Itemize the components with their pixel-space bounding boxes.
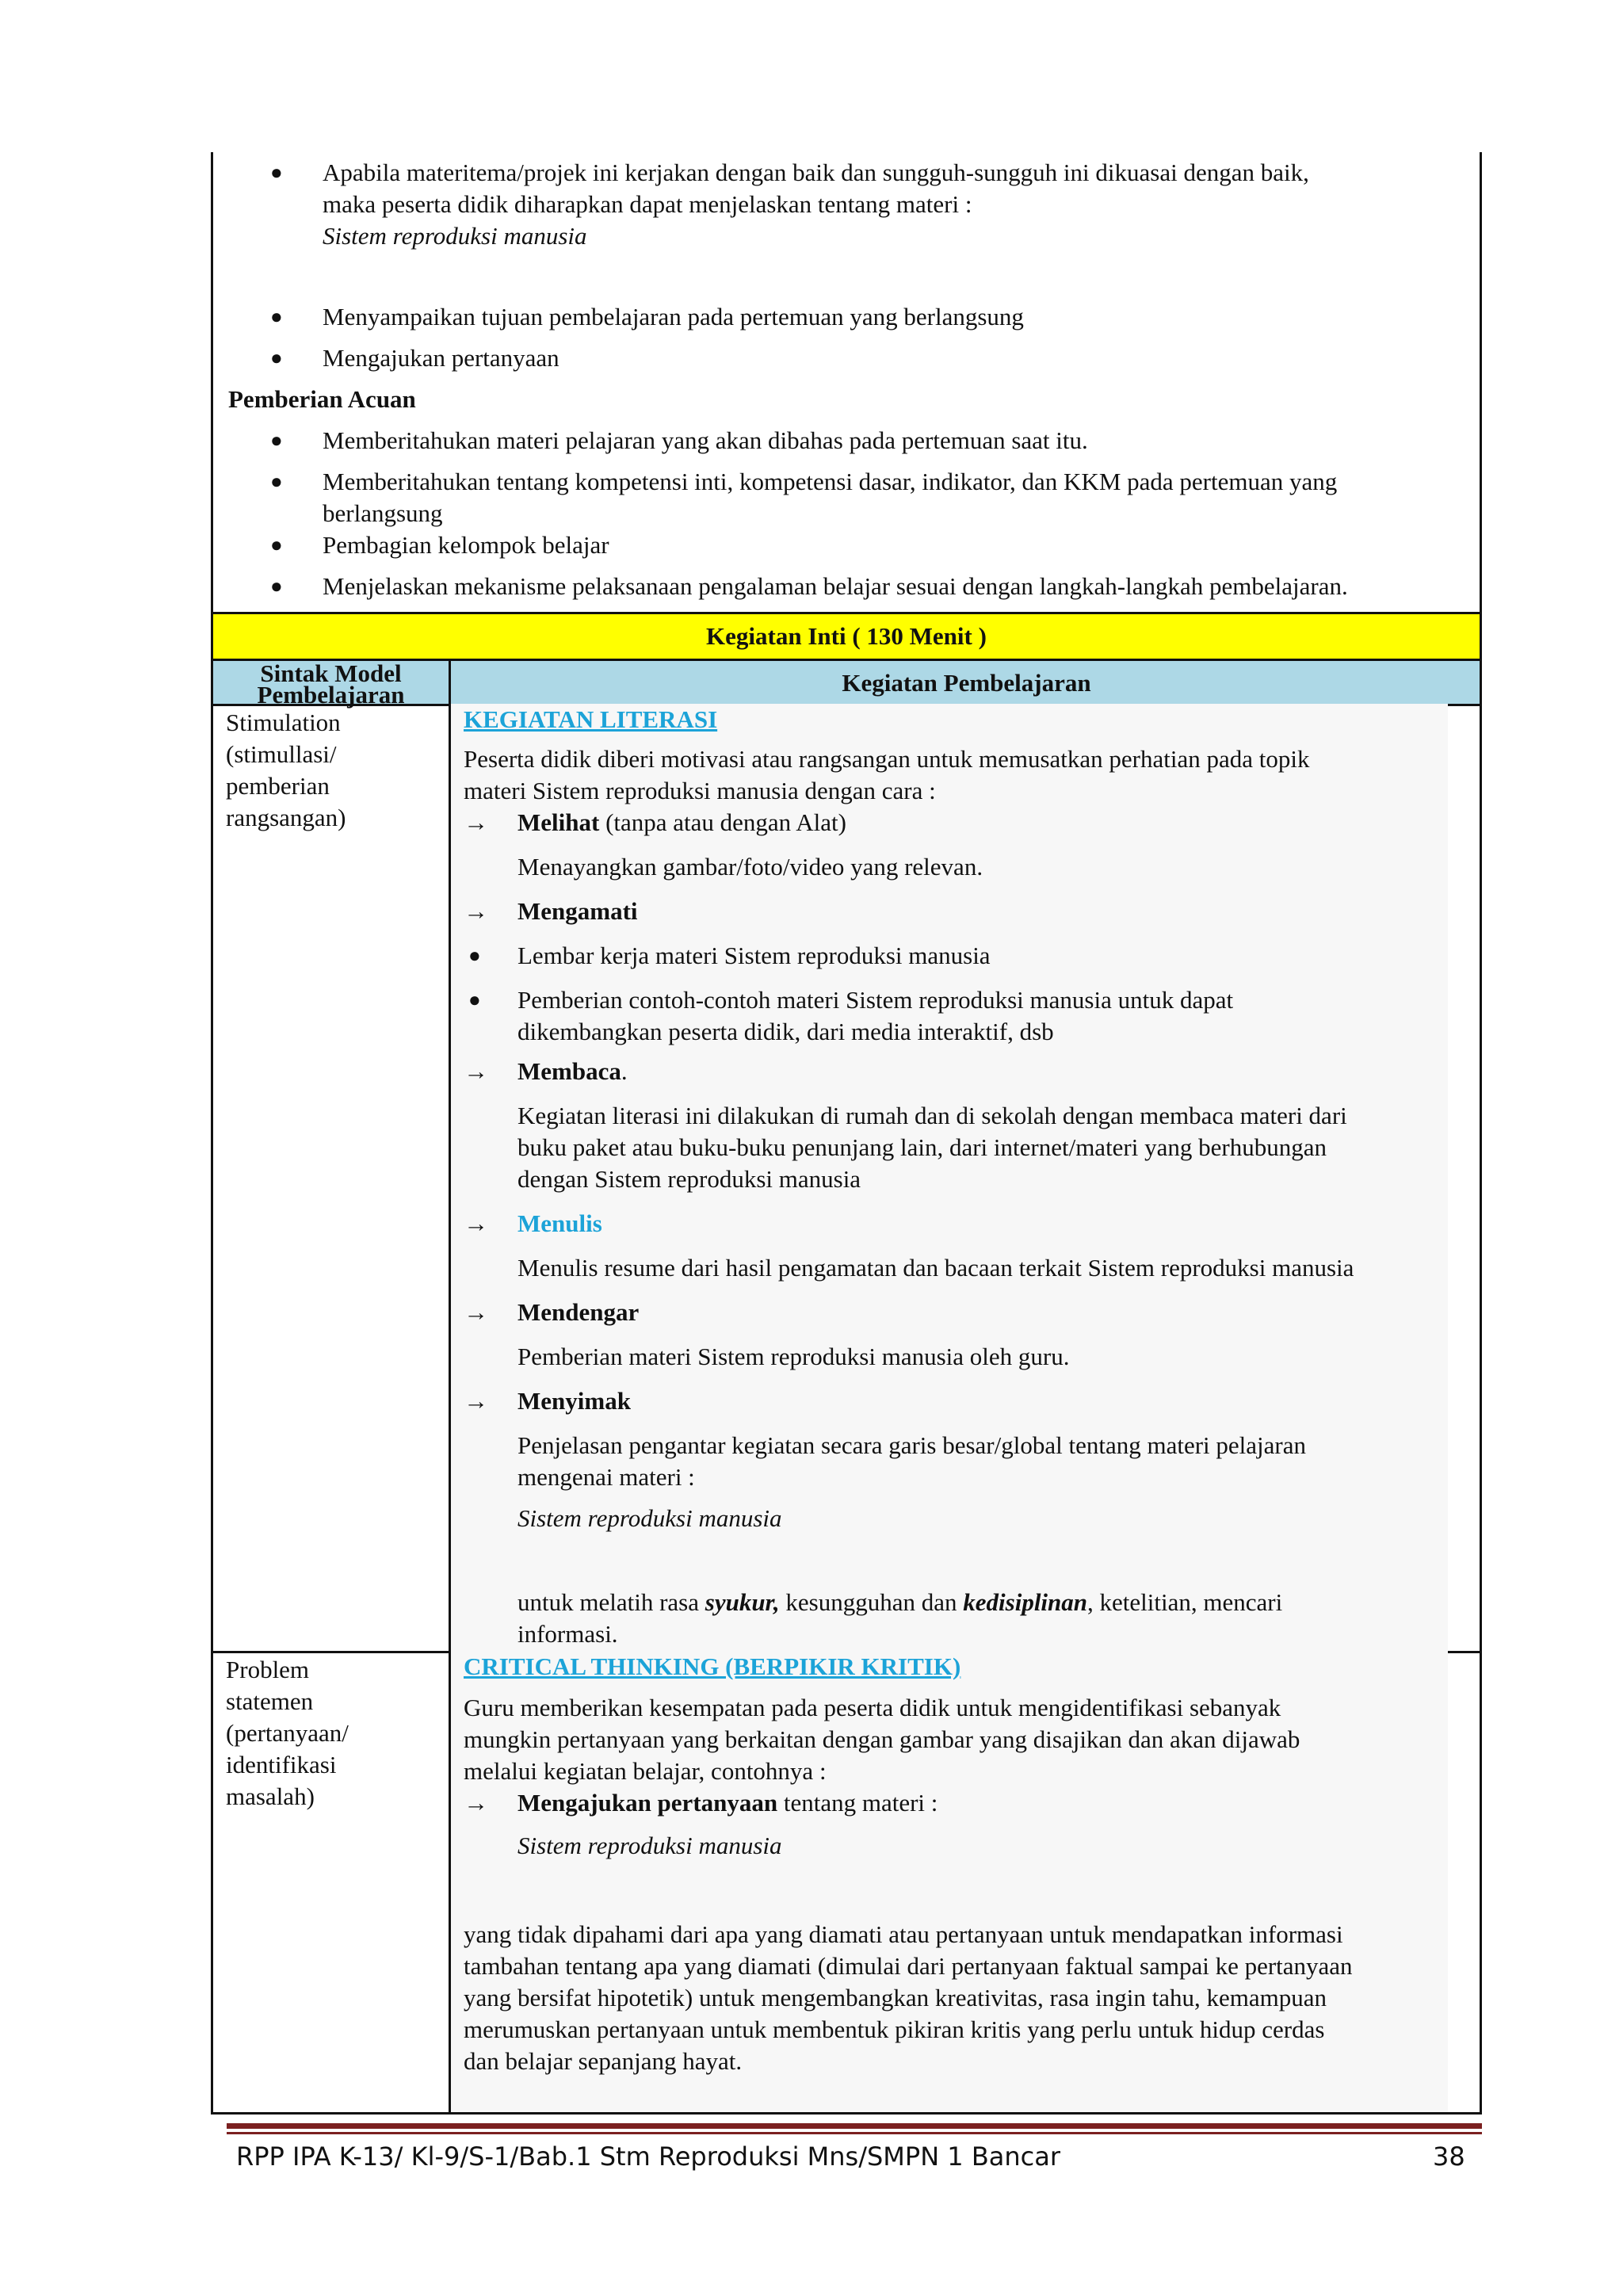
- activity-text: untuk melatih rasa syukur, kesungguhan dan kedisiplinan, ketelitian, mencari: [517, 1588, 1283, 1616]
- activity-item: Mendengar: [517, 1298, 640, 1326]
- topic-text: Sistem reproduksi manusia: [517, 1504, 782, 1532]
- syntax-line: Problem: [226, 1656, 310, 1683]
- activity-item: Membaca.: [517, 1057, 628, 1085]
- activity-text: mungkin pertanyaan yang berkaitan dengan gambar yang disajikan dan akan dijawab: [464, 1725, 1300, 1753]
- activity-text: informasi.: [517, 1620, 618, 1648]
- header-syntax-model: [213, 659, 451, 709]
- syntax-line: masalah): [226, 1782, 315, 1810]
- activity-text: Lembar kerja materi Sistem reproduksi manusia: [517, 942, 991, 969]
- critical-thinking-heading: CRITICAL THINKING (BERPIKIR KRITIK): [464, 1652, 961, 1680]
- bullet-icon: ●: [468, 988, 481, 1011]
- bullet-icon: ●: [270, 161, 283, 184]
- syntax-line: (pertanyaan/: [226, 1719, 349, 1747]
- header-learning-activity: Kegiatan Pembelajaran: [842, 669, 1091, 697]
- bullet-text: Menjelaskan mekanisme pelaksanaan pengalaman belajar sesuai dengan langkah-langkah pembelajaran.: [323, 572, 1348, 600]
- bullet-text: Memberitahukan tentang kompetensi inti, kompetensi dasar, indikator, dan KKM pada pertemuan yang: [323, 468, 1338, 495]
- footer-rule: [227, 2132, 1482, 2134]
- activity-text: dikembangkan peserta didik, dari media interaktif, dsb: [517, 1018, 1054, 1045]
- activity-text: materi Sistem reproduksi manusia dengan cara :: [464, 777, 936, 804]
- activity-text: tambahan tentang apa yang diamati (dimulai dari pertanyaan faktual sampai ke pertanyaan: [464, 1952, 1353, 1980]
- column-divider: [449, 1651, 451, 2112]
- bullet-icon: ●: [270, 429, 283, 452]
- bullet-icon: ●: [270, 346, 283, 369]
- activity-text: yang bersifat hipotetik) untuk mengembangkan kreativitas, rasa ingin tahu, kemampuan: [464, 1984, 1327, 2011]
- bullet-text: Pembagian kelompok belajar: [323, 531, 609, 559]
- section-heading: Pemberian Acuan: [228, 385, 416, 413]
- bullet-text: Mengajukan pertanyaan: [323, 344, 559, 372]
- topic-text: Sistem reproduksi manusia: [517, 1832, 782, 1859]
- syntax-line: (stimullasi/: [226, 740, 337, 768]
- bullet-icon: ●: [270, 533, 283, 556]
- right-arrow-icon: →: [464, 1209, 488, 1237]
- column-divider: [449, 704, 451, 1651]
- syntax-line: Stimulation: [226, 709, 341, 736]
- activity-text: mengenai materi :: [517, 1463, 695, 1491]
- bullet-text: maka peserta didik diharapkan dapat menjelaskan tentang materi :: [323, 190, 972, 218]
- activity-text: Menayangkan gambar/foto/video yang relevan.: [517, 853, 983, 881]
- activity-item: Menulis: [517, 1209, 602, 1237]
- right-arrow-icon: →: [464, 1387, 488, 1415]
- activity-text: Pemberian materi Sistem reproduksi manusia oleh guru.: [517, 1343, 1070, 1370]
- activity-text: Peserta didik diberi motivasi atau rangsangan untuk memusatkan perhatian pada topik: [464, 745, 1310, 773]
- activity-text: buku paket atau buku-buku penunjang lain, dari internet/materi yang berhubungan: [517, 1133, 1327, 1161]
- activity-text: Menulis resume dari hasil pengamatan dan bacaan terkait Sistem reproduksi manusia: [517, 1254, 1354, 1282]
- preliminary-activity-cell: [211, 152, 1482, 612]
- topic-text: Sistem reproduksi manusia: [323, 222, 587, 250]
- right-arrow-icon: →: [464, 1057, 488, 1085]
- right-arrow-icon: →: [464, 897, 488, 925]
- table-row-problem-statement: [211, 1651, 1482, 2115]
- page-number: 38: [1433, 2141, 1465, 2172]
- activity-text: dengan Sistem reproduksi manusia: [517, 1165, 861, 1193]
- activity-item: Menyimak: [517, 1387, 631, 1415]
- table-header-row: [211, 659, 1482, 709]
- activity-text: Penjelasan pengantar kegiatan secara garis besar/global tentang materi pelajaran: [517, 1431, 1306, 1459]
- bullet-icon: ●: [270, 575, 283, 598]
- footer-rule: [227, 2123, 1482, 2129]
- header-line: Pembelajaran: [257, 681, 405, 709]
- literacy-heading: KEGIATAN LITERASI: [464, 705, 718, 733]
- bullet-text: Apabila materitema/projek ini kerjakan dengan baik dan sungguh-sungguh ini dikuasai dengan baik,: [323, 159, 1309, 186]
- bullet-text: berlangsung: [323, 499, 443, 527]
- activity-text: Guru memberikan kesempatan pada peserta didik untuk mengidentifikasi sebanyak: [464, 1694, 1281, 1721]
- activity-text: yang tidak dipahami dari apa yang diamati atau pertanyaan untuk mendapatkan informasi: [464, 1920, 1343, 1948]
- bullet-text: Memberitahukan materi pelajaran yang akan dibahas pada pertemuan saat itu.: [323, 426, 1088, 454]
- syntax-line: statemen: [226, 1687, 314, 1715]
- bullet-icon: ●: [270, 470, 283, 493]
- table-title: Kegiatan Inti ( 130 Menit ): [211, 612, 1482, 661]
- right-arrow-icon: →: [464, 808, 488, 836]
- syntax-cell: [226, 707, 346, 834]
- activity-item: Mengajukan pertanyaan tentang materi :: [517, 1789, 938, 1817]
- bullet-icon: ●: [270, 305, 283, 328]
- activity-text: Pemberian contoh-contoh materi Sistem reproduksi manusia untuk dapat: [517, 986, 1234, 1014]
- syntax-line: pemberian: [226, 772, 330, 800]
- bullet-text: Menyampaikan tujuan pembelajaran pada pertemuan yang berlangsung: [323, 303, 1024, 330]
- right-arrow-icon: →: [464, 1789, 488, 1817]
- bullet-icon: ●: [468, 944, 481, 967]
- syntax-line: identifikasi: [226, 1751, 337, 1778]
- core-activity-table: [211, 612, 1482, 2115]
- activity-text: melalui kegiatan belajar, contohnya :: [464, 1757, 827, 1785]
- header-line: Sintak Model: [260, 659, 402, 687]
- table-row-stimulation: [211, 704, 1482, 1653]
- footer-document-label: RPP IPA K-13/ Kl-9/S-1/Bab.1 Stm Reproduksi Mns/SMPN 1 Bancar: [236, 2141, 1061, 2172]
- activity-item: Mengamati: [517, 897, 638, 925]
- activity-text: merumuskan pertanyaan untuk membentuk pikiran kritis yang perlu untuk hidup cerdas: [464, 2015, 1325, 2043]
- activity-text: Kegiatan literasi ini dilakukan di rumah dan di sekolah dengan membaca materi dari: [517, 1102, 1347, 1129]
- syntax-cell: [226, 1654, 349, 1813]
- activity-item: Melihat (tanpa atau dengan Alat): [517, 808, 846, 836]
- right-arrow-icon: →: [464, 1298, 488, 1326]
- activity-text: dan belajar sepanjang hayat.: [464, 2047, 743, 2075]
- syntax-line: rangsangan): [226, 804, 346, 831]
